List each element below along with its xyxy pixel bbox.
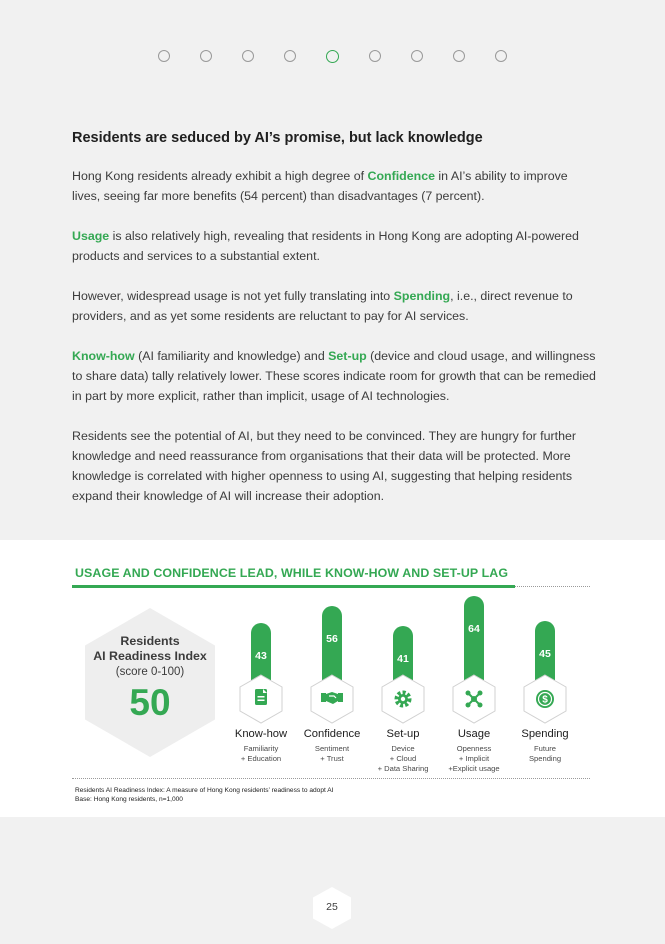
pillar-subtitle-line: + Data Sharing xyxy=(377,764,429,773)
bar-value-label: 45 xyxy=(539,647,551,660)
footnote-base: Base: Hong Kong residents, n=1,000 xyxy=(75,796,183,803)
network-icon xyxy=(449,674,499,724)
pillar-spending xyxy=(510,540,580,817)
pillar-label: Spending xyxy=(521,728,569,740)
text-segment: However, widespread usage is not yet fully translating into xyxy=(72,289,394,303)
text-segment: Residents see the potential of AI, but they need to be convinced. They are hungry for further knowledge and need reassurance from organisations that their data will be protected. More knowledge is correlated with higher openness to using AI, suggesting that helping residents expand their knowledge of AI will increase their adoption. xyxy=(72,429,576,503)
keyword-confidence: Confidence xyxy=(367,169,435,183)
footnote-index-definition: Residents AI Readiness Index: A measure of Hong Kong residents’ readiness to adopt AI xyxy=(75,787,334,794)
keyword-know-how: Know-how xyxy=(72,349,135,363)
pager-dot-8[interactable] xyxy=(453,50,465,62)
page-pager xyxy=(0,50,665,63)
text-segment: , i.e., direct revenue to providers, and as yet some residents are reluctant to pay for AI services. xyxy=(72,289,573,323)
pillar-label: Know-how xyxy=(234,728,288,740)
page-number: 25 xyxy=(326,901,338,913)
keyword-usage: Usage xyxy=(72,229,110,243)
pager-dot-5[interactable] xyxy=(326,50,339,63)
pillar-subtitle xyxy=(500,744,590,764)
pillar-usage xyxy=(439,540,509,817)
paragraph-conclusion xyxy=(72,426,597,506)
pillar-subtitle-line: + Cloud xyxy=(389,754,417,763)
handshake-icon xyxy=(307,674,357,724)
pillar-subtitle-line: Device xyxy=(391,744,415,753)
pager-dot-1[interactable] xyxy=(158,50,170,62)
text-segment: is also relatively high, revealing that residents in Hong Kong are adopting AI-powered products and services to a substantial extent. xyxy=(72,229,579,263)
keyword-spending: Spending xyxy=(393,289,451,303)
infographic-panel xyxy=(0,540,665,817)
pillar-subtitle-line: + Trust xyxy=(320,754,344,763)
pillar-confidence xyxy=(297,540,367,817)
pager-dot-7[interactable] xyxy=(411,50,423,62)
pager-dot-4[interactable] xyxy=(284,50,296,62)
bar-value-label: 41 xyxy=(397,652,409,665)
bar-value-label: 56 xyxy=(326,633,338,646)
pillar-subtitle-line: Openness xyxy=(456,744,492,753)
index-scale-label: (score 0-100) xyxy=(115,666,185,678)
pillar-subtitle-line: +Explicit usage xyxy=(448,764,500,773)
bar-value-label: 43 xyxy=(255,650,267,663)
index-label-line2: AI Readiness Index xyxy=(93,649,207,663)
document-icon xyxy=(236,674,286,724)
bar-value-label: 64 xyxy=(468,622,480,635)
pillar-label: Usage xyxy=(457,728,491,740)
pillar-subtitle-line: Future xyxy=(534,744,556,753)
pager-dot-9[interactable] xyxy=(495,50,507,62)
pillar-subtitle-line: Sentiment xyxy=(314,744,350,753)
paragraph-spending xyxy=(72,286,597,326)
pager-dot-2[interactable] xyxy=(200,50,212,62)
footnote-dotted-rule xyxy=(72,778,590,779)
text-segment: Hong Kong residents already exhibit a high degree of xyxy=(72,169,368,183)
pager-dot-3[interactable] xyxy=(242,50,254,62)
paragraph-confidence xyxy=(72,166,597,206)
pillar-subtitle-line: + Education xyxy=(240,754,282,763)
text-segment: (device and cloud usage, and willingness to share data) tally relatively lower. These scores indicate room for growth that can be remedied in part by more explicit, rather than implicit, usage of AI technologies. xyxy=(72,349,596,403)
pillar-set-up xyxy=(368,540,438,817)
index-score: 50 xyxy=(129,682,171,723)
index-label-line1: Residents xyxy=(120,634,180,648)
readiness-index-hexagon xyxy=(83,606,217,759)
pillar-subtitle-line: Spending xyxy=(528,754,562,763)
keyword-set-up: Set-up xyxy=(328,349,367,363)
paragraph-usage xyxy=(72,226,597,266)
bar xyxy=(464,596,484,680)
pager-dot-6[interactable] xyxy=(369,50,381,62)
article-heading: Residents are seduced by AI’s promise, but lack knowledge xyxy=(72,130,483,146)
article xyxy=(72,130,597,526)
paragraph-knowhow-setup xyxy=(72,346,597,406)
dollar-coin-icon xyxy=(520,674,570,724)
infographic-title: USAGE AND CONFIDENCE LEAD, WHILE KNOW-HOW AND SET-UP LAG xyxy=(75,566,509,580)
text-segment: (AI familiarity and knowledge) and xyxy=(134,349,329,363)
pillar-label: Set-up xyxy=(386,728,420,740)
text-segment: in AI’s ability to improve lives, seeing far more benefits (54 percent) than disadvantages (7 percent). xyxy=(72,169,568,203)
pillar-subtitle-line: Familiarity xyxy=(243,744,279,753)
pillar-know-how xyxy=(226,540,296,817)
pillar-label: Confidence xyxy=(303,728,361,740)
gear-icon xyxy=(378,674,428,724)
pillar-subtitle-line: + Implicit xyxy=(458,754,490,763)
svg-text:$: $ xyxy=(542,694,548,706)
